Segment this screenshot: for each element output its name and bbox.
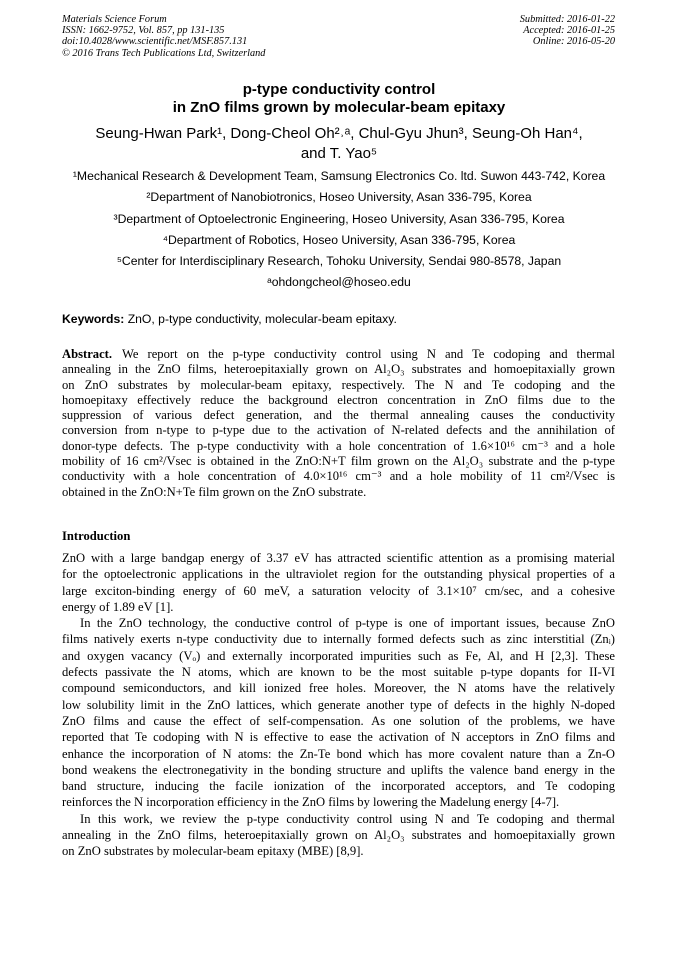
accepted-date: Accepted: 2016-01-25 [523,25,615,37]
affiliation: ²Department of Nanobiotronics, Hoseo University, Asan 336-795, Korea [146,190,532,205]
abstract-text: We report on the p-type conductivity control using N and Te codoping and thermal [122,347,615,361]
copyright: © 2016 Trans Tech Publications Ltd, Switzerland [62,47,266,59]
intro-paragraph-3-line: annealing in the ZnO films, heteroepitaxially grown on Al₂O₃ substrates and homoepitaxially grown [62,828,615,843]
intro-paragraph-2-line: In the ZnO technology, the conductive control of p-type is one of important issues, because ZnO [80,616,615,631]
doi: doi:10.4028/www.scientific.net/MSF.857.131 [62,36,248,48]
intro-paragraph-3-line: on ZnO substrates by molecular-beam epitaxy (MBE) [8,9]. [62,844,364,859]
authors-line: Seung-Hwan Park¹, Dong-Cheol Oh²˒ᵃ, Chul-Gyu Jhun³, Seung-Oh Han⁴, [95,125,583,142]
intro-paragraph-2-line: compound semiconductors, and kill ionized free holes. Moreover, the N atoms have the relatively [62,681,615,696]
abstract-line: conversion from n-type to p-type due to the activation of N-related defects and the annihilation of [62,423,615,438]
keywords-text: ZnO, p-type conductivity, molecular-beam epitaxy. [124,312,397,326]
intro-paragraph-1-line: for the optoelectronic applications in the ultraviolet region for the outstanding physical properties of a [62,567,615,582]
abstract-line: conductivity with a hole concentration of 4.0×10¹⁶ cm⁻³ and a hole mobility of 11 cm²/Vsec is [62,469,615,484]
intro-paragraph-1-line: large exciton-binding energy of 60 meV, a saturation velocity of 3.1×10⁷ cm/sec, and a cohesive [62,583,615,598]
affiliation: ¹Mechanical Research & Development Team, Samsung Electronics Co. ltd. Suwon 443-742, Korea [72,169,606,183]
intro-paragraph-1-line: ZnO with a large bandgap energy of 3.37 eV has attracted scientific attention as a promising material [62,551,615,565]
intro-paragraph-2-line: ZnO films and cause the effect of self-compensation. As one solution of the problems, we have [62,713,615,728]
abstract [62,347,615,500]
section-heading-introduction: Introduction [62,529,131,543]
introduction-body [62,550,615,860]
abstract-line: annealing in the ZnO films, heteroepitaxially grown on Al₂O₃ substrates and homoepitaxially grown [62,362,615,377]
intro-paragraph-2-line: reported that Te codoping with N is effective to ease the activation of N acceptors in ZnO films and [62,730,615,745]
paper-title [0,81,678,117]
dates [520,14,615,48]
abstract-line: homoepitaxy effectively reduce the background electron concentration in ZnO films due to the [62,392,615,407]
journal-info [62,14,265,59]
intro-paragraph-2-line: band structure, inducing the facile ionization of the incorporated acceptors, and Te codoping [62,779,615,794]
title-line: p-type conductivity control [242,81,436,98]
intro-paragraph-2-line: enhance the incorporation of N atoms: the Zn-Te bond which has more covalent nature than a Zn-O [62,746,615,761]
intro-paragraph-1-line: energy of 1.89 eV [1]. [62,599,174,614]
abstract-line: mobility of 16 cm²/Vsec is obtained in the ZnO:N+T film grown on the Al₂O₃ substrate and the p-type [62,454,615,469]
affiliation: ⁴Department of Robotics, Hoseo University, Asan 336-795, Korea [162,232,516,247]
abstract-line: on ZnO substrates by molecular-beam epitaxy, respectively. The N and Te codoping and the [62,377,615,392]
online-date: Online: 2016-05-20 [532,36,615,48]
authors-line: and T. Yao⁵ [300,144,378,162]
submitted-date: Submitted: 2016-01-22 [519,14,615,25]
keywords-label: Keywords: [62,312,125,326]
intro-paragraph-2-line: films natively exerts n-type conductivity due to internally formed defects such as zinc interstitial (Znᵢ) [62,632,615,647]
issn: ISSN: 1662-9752, Vol. 857, pp 131-135 [62,25,225,37]
corresponding-email: ᵃohdongcheol@hoseo.edu [267,275,411,290]
abstract-line [62,347,615,362]
abstract-label: Abstract. [62,347,113,361]
intro-paragraph-2-line: reinforces the N incorporation efficiency in the ZnO films by lowering the Madelung energy [4-7]. [62,795,560,810]
abstract-line: donor-type defects. The p-type conductivity with a hole concentration of 1.6×10¹⁶ cm⁻³ and a hole [62,438,615,453]
intro-paragraph-2-line: bond weakens the electronegativity in the bonding structure and uplifts the valence band energy in the [62,762,615,777]
affiliations [20,168,658,296]
keywords [62,312,397,326]
affiliation: ³Department of Optoelectronic Engineering, Hoseo University, Asan 336-795, Korea [113,211,565,226]
intro-paragraph-2-line: defects passivate the N atoms, which are known to be the most suitable p-type dopants for II-VI [62,665,615,680]
authors [40,124,638,163]
intro-paragraph-2-line: and oxygen vacancy (Vₒ) and externally incorporated impurities such as Fe, Al, and H [2,3]. These [62,648,615,663]
abstract-line: obtained in the ZnO:N+Te film grown on the ZnO substrate. [62,484,367,499]
intro-paragraph-3-line: In this work, we review the p-type conductivity control using N and Te codoping and thermal [80,811,615,826]
affiliation: ⁵Center for Interdisciplinary Research, Tohoku University, Sendai 980-8578, Japan [116,254,562,269]
abstract-line: suppression of various defect generation, and the thermal annealing causes the conductivity [62,408,615,423]
title-line: in ZnO films grown by molecular-beam epitaxy [172,99,506,116]
journal-name: Materials Science Forum [62,14,167,25]
intro-paragraph-2-line: low solubility limit in the ZnO lattices, which generate another type of defects in the highly N-doped [62,697,615,712]
